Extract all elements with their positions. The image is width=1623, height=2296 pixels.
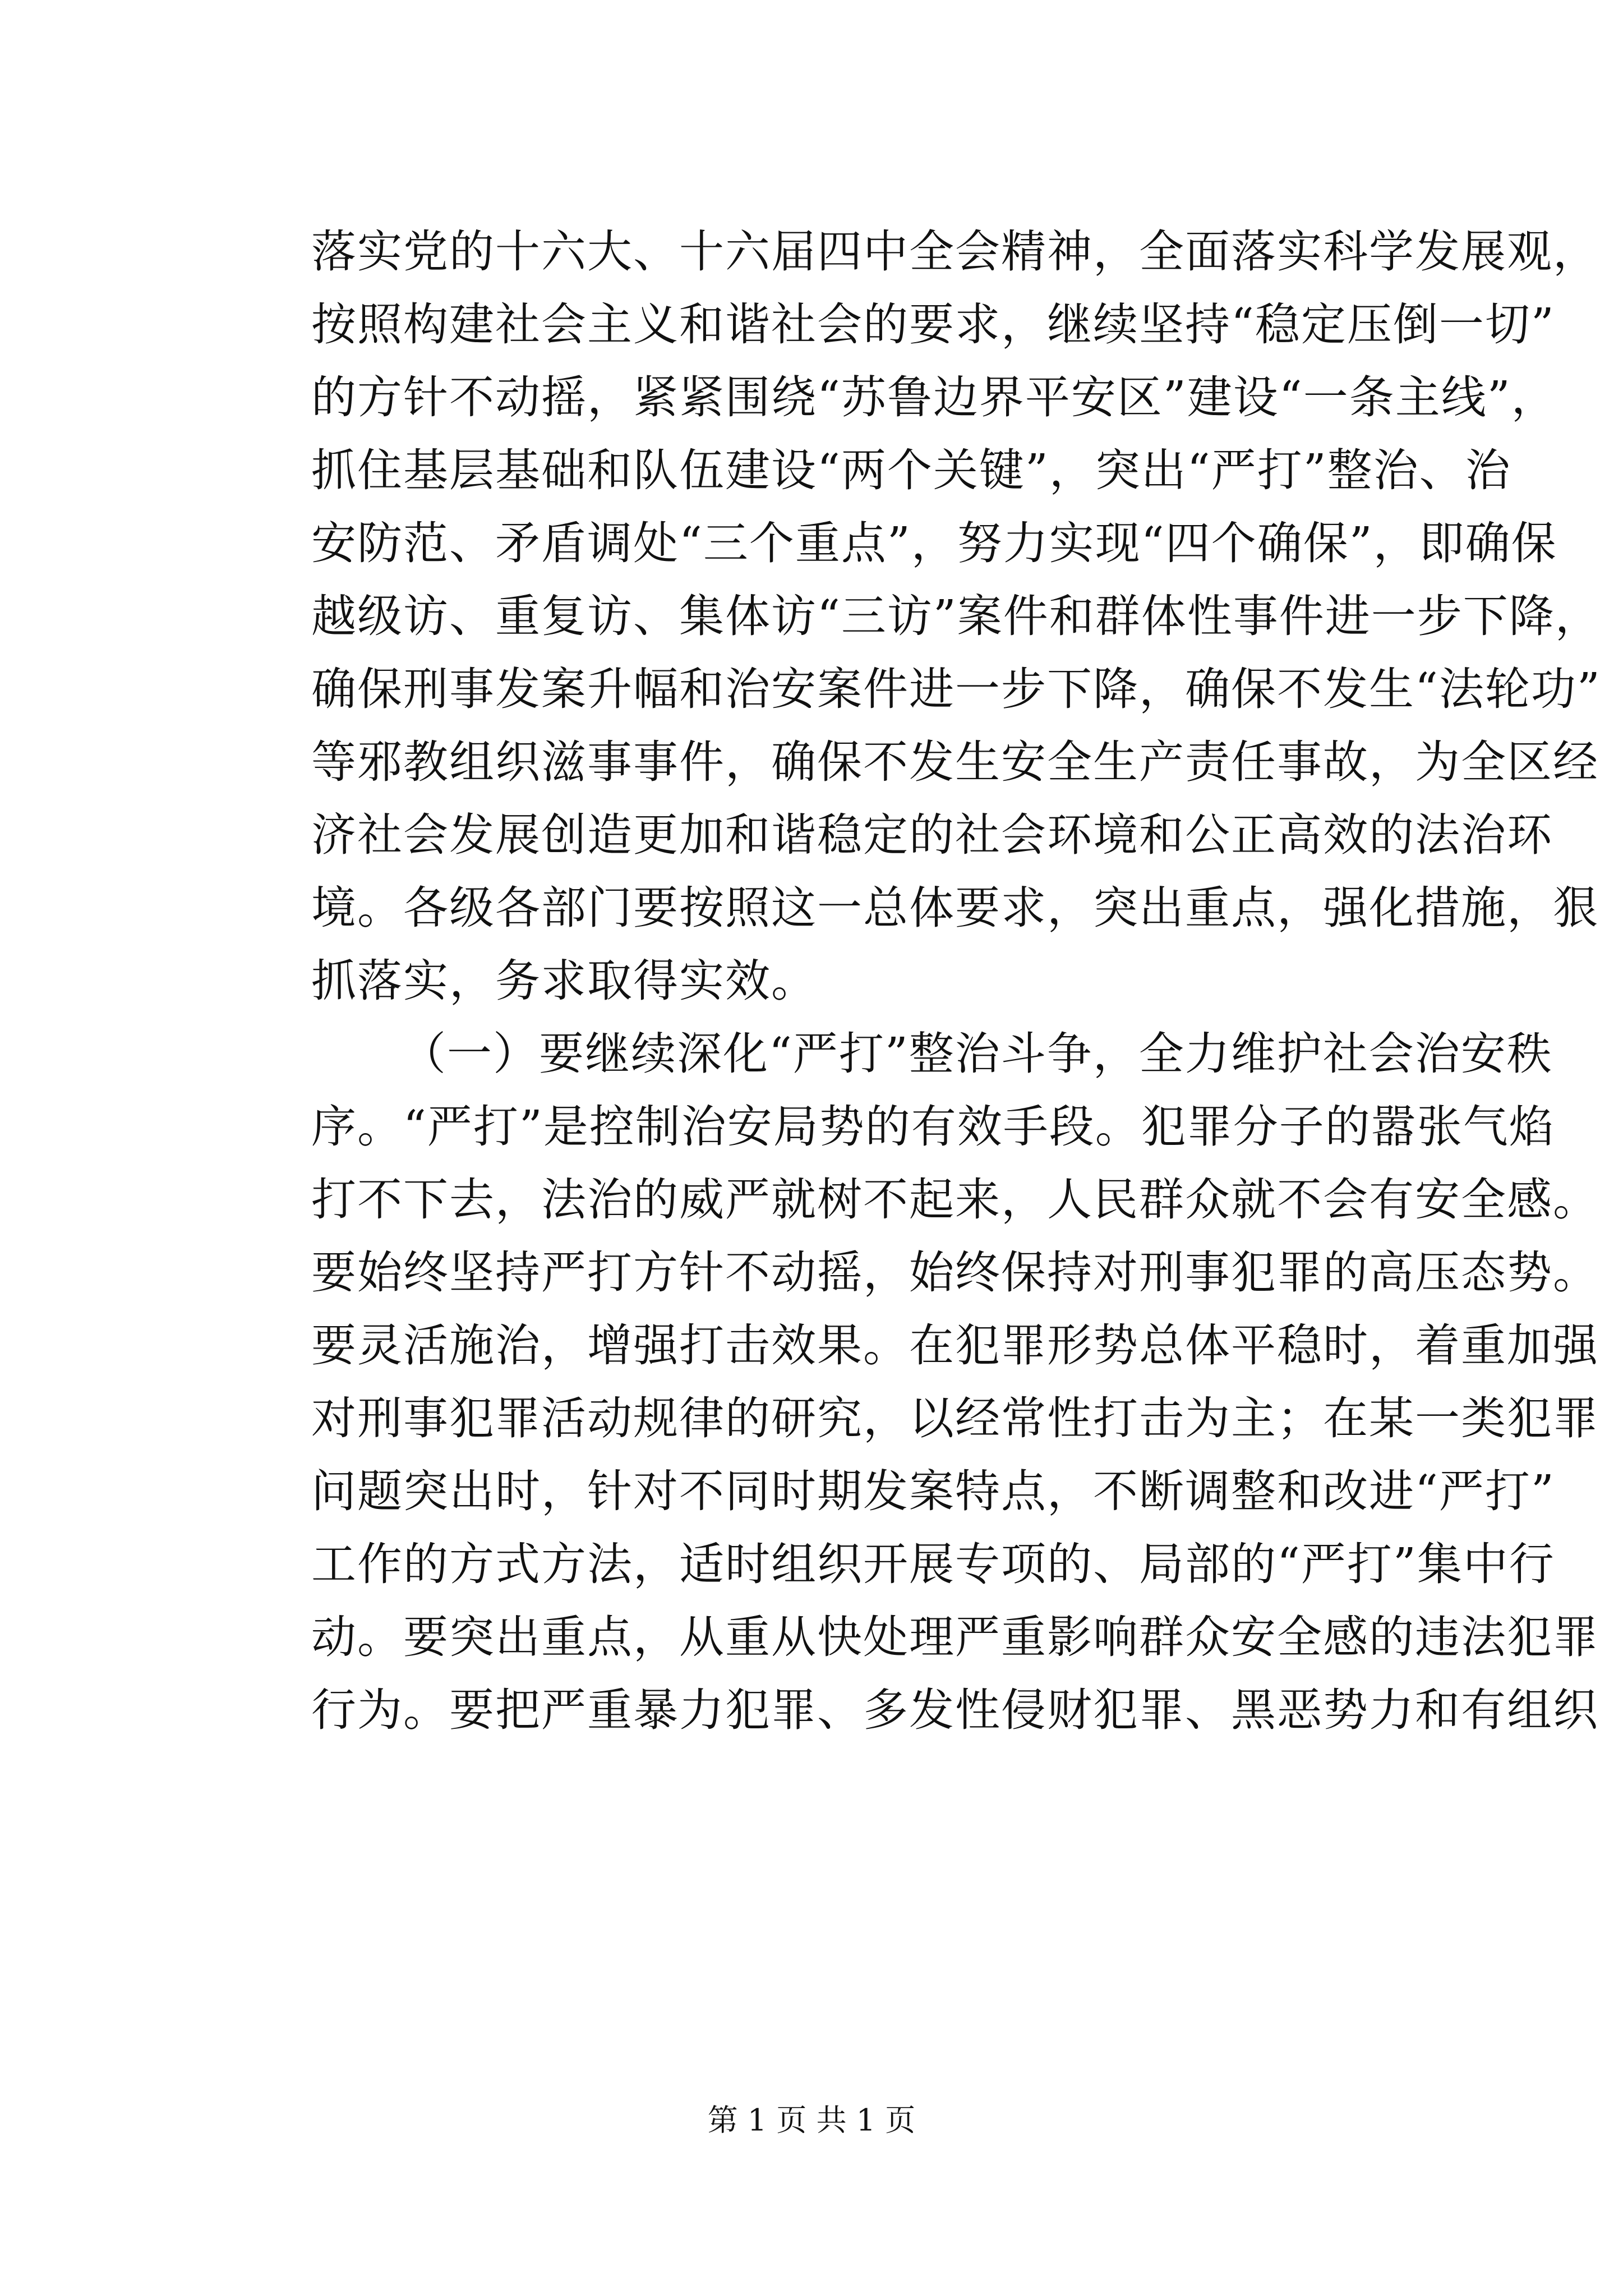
text-line: 序。“严打”是控制治安局势的有效手段。犯罪分子的嚣张气焰: [311, 1101, 1555, 1153]
text-line: 抓落实，务求取得实效。: [311, 955, 817, 1007]
text-line: 等邪教组织滋事事件，确保不发生安全生产责任事故，为全区经: [311, 736, 1599, 788]
text-line: 按照构建社会主义和谐社会的要求，继续坚持“稳定压倒一切”: [311, 298, 1555, 351]
text-line: 动。要突出重点，从重从快处理严重影响群众安全感的违法犯罪: [311, 1611, 1599, 1663]
text-line: 确保刑事发案升幅和治安案件进一步下降，确保不发生“法轮功”: [311, 663, 1601, 715]
text-line: 济社会发展创造更加和谐稳定的社会环境和公正高效的法治环: [311, 809, 1553, 861]
text-line: 打不下去，法治的威严就树不起来，人民群众就不会有安全感。: [311, 1174, 1599, 1226]
text-line: 越级访、重复访、集体访“三访”案件和群体性事件进一步下降，: [311, 590, 1601, 642]
text-line: （一）要继续深化“严打”整治斗争，全力维护社会治安秩: [401, 1028, 1553, 1080]
text-line: 抓住基层基础和队伍建设“两个关键”，突出“严打”整治、治: [311, 444, 1511, 496]
page-footer: 第 1 页 共 1 页: [707, 2102, 916, 2138]
text-line: 的方针不动摇，紧紧围绕“苏鲁边界平安区”建设“一条主线”，: [311, 371, 1557, 424]
text-line: 要灵活施治，增强打击效果。在犯罪形势总体平稳时，着重加强: [311, 1319, 1599, 1372]
text-line: 对刑事犯罪活动规律的研究，以经常性打击为主；在某一类犯罪: [311, 1392, 1599, 1444]
text-line: 落实党的十六大、十六届四中全会精神，全面落实科学发展观，: [311, 226, 1599, 278]
text-line: 工作的方式方法，适时组织开展专项的、局部的“严打”集中行: [311, 1538, 1555, 1590]
text-line: 安防范、矛盾调处“三个重点”，努力实现“四个确保”，即确保: [311, 517, 1557, 569]
text-line: 要始终坚持严打方针不动摇，始终保持对刑事犯罪的高压态势。: [311, 1246, 1599, 1299]
text-line: 问题突出时，针对不同时期发案特点，不断调整和改进“严打”: [311, 1465, 1555, 1517]
text-line: 行为。要把严重暴力犯罪、多发性侵财犯罪、黑恶势力和有组织: [311, 1684, 1599, 1736]
text-line: 境。各级各部门要按照这一总体要求，突出重点，强化措施，狠: [311, 882, 1599, 934]
